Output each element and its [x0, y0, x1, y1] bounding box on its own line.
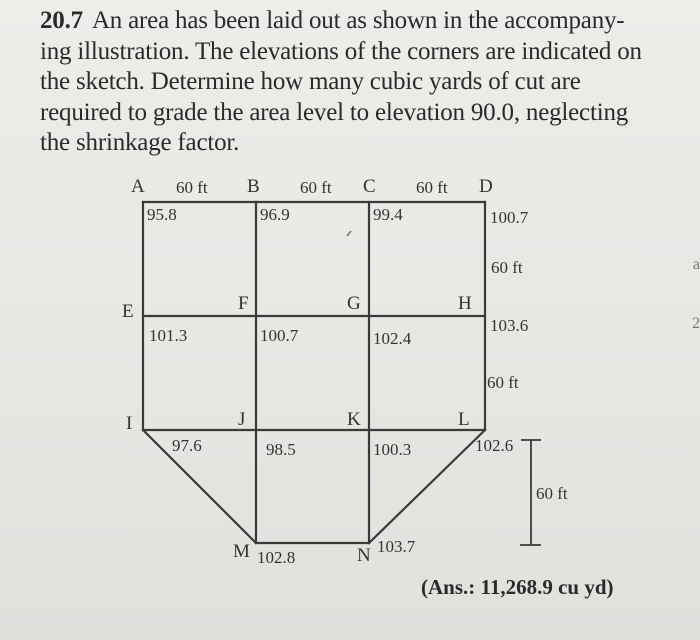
corner-label-j: J — [238, 409, 246, 430]
elevation-h: 103.6 — [490, 316, 529, 335]
corner-label-a: A — [131, 176, 145, 197]
problem-number: 20.7 — [40, 7, 83, 34]
problem-line-2: ing illustration. The elevations of the corners are indicated on — [40, 37, 642, 65]
edge-mark-2: 2 — [692, 315, 700, 332]
spacing-label-ab: 60 ft — [176, 178, 208, 197]
problem-line-4: required to grade the area level to elevation 90.0, neglecting — [40, 98, 629, 126]
corner-label-h: H — [458, 293, 472, 314]
spacing-label-bc: 60 ft — [300, 178, 332, 197]
spacing-label-dh: 60 ft — [491, 258, 523, 277]
elevation-c: 99.4 — [373, 205, 403, 224]
elevation-f: 100.7 — [260, 326, 299, 345]
problem-line-5: the shrinkage factor. — [40, 129, 240, 156]
corner-label-g: G — [347, 293, 361, 314]
edge-mark-1: a — [692, 256, 700, 273]
corner-label-c: C — [363, 176, 376, 197]
spacing-label-cd: 60 ft — [416, 178, 448, 197]
elevation-n: 103.7 — [377, 537, 416, 556]
answer-text: (Ans.: 11,268.9 cu yd) — [421, 575, 614, 599]
corner-label-b: B — [247, 176, 260, 197]
spacing-label-lower: 60 ft — [536, 484, 568, 503]
stray-mark — [347, 231, 351, 236]
corner-label-k: K — [347, 409, 361, 430]
elevation-k: 100.3 — [373, 440, 412, 459]
corner-label-m: M — [233, 541, 250, 562]
corner-label-d: D — [479, 176, 493, 197]
corner-label-e: E — [122, 301, 134, 322]
elevation-l: 102.6 — [475, 436, 514, 455]
elevation-a: 95.8 — [147, 205, 177, 224]
elevation-i: 97.6 — [172, 436, 202, 455]
corner-label-l: L — [458, 409, 470, 430]
elevation-e: 101.3 — [149, 326, 188, 345]
corner-label-n: N — [357, 545, 371, 566]
problem-line-3: the sketch. Determine how many cubic yards of cut are — [40, 68, 581, 95]
elevation-g: 102.4 — [373, 329, 412, 348]
elevation-m: 102.8 — [257, 548, 296, 567]
elevation-b: 96.9 — [260, 205, 290, 224]
problem-line-1: 20.7 An area has been laid out as shown in the accompany- — [40, 7, 625, 34]
corner-label-f: F — [238, 293, 249, 314]
corner-label-i: I — [126, 413, 133, 434]
elevation-j: 98.5 — [266, 440, 296, 459]
elevation-d: 100.7 — [490, 208, 529, 227]
spacing-label-hl: 60 ft — [487, 373, 519, 392]
